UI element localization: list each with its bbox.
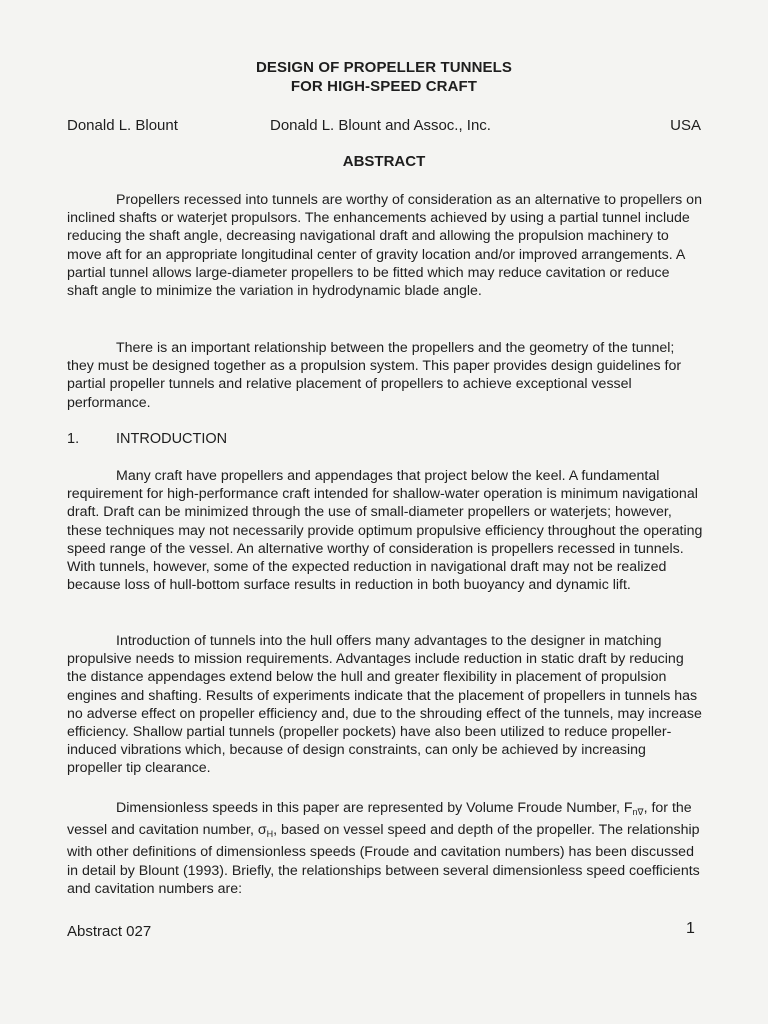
footer-abstract-id: Abstract 027	[67, 923, 152, 940]
introduction-paragraph-1: Many craft have propellers and appendages that project below the keel. A fundamental requirement for high-performance craft intended for shallow-water operation is minimum navigational draft. Draft can be minimized through the use of small-diameter propellers or waterjets; however, these techniques may not necessarily provide optimum propulsive efficiency throughout the operating speed range of the vessel. An alternative worthy of consideration is propellers recessed in tunnels. With tunnels, however, some of the expected reduction in navigational draft may not be realized because loss of hull-bottom surface results in reduction in both buoyancy and dynamic lift.	[67, 468, 703, 594]
froude-subscript: n∇	[632, 807, 644, 817]
title-line-1: DESIGN OF PROPELLER TUNNELS	[255, 59, 513, 76]
paper-title	[0, 58, 768, 96]
section-heading-introduction	[67, 430, 227, 448]
author-organization: Donald L. Blount and Assoc., Inc.	[270, 117, 491, 134]
para3-text-2: , for the vessel and cavitation number, σ	[67, 800, 692, 839]
sigma-subscript: H	[266, 829, 274, 840]
page-number: 1	[686, 920, 695, 937]
abstract-paragraph-1: Propellers recessed into tunnels are worthy of consideration as an alternative to propellers on inclined shafts or waterjet propulsors. The enhancements achieved by using a partial tunnel include reducing the shaft angle, decreasing navigational draft and allowing the propulsion machinery to move aft for an appropriate longitudinal center of gravity location and/or improved arrangements. A partial tunnel allows large-diameter propellers to be fitted which may reduce cavitation or reduce shaft angle to minimize the variation in hydrodynamic blade angle.	[67, 192, 702, 300]
abstract-heading: ABSTRACT	[342, 153, 426, 170]
section-title: INTRODUCTION	[116, 431, 228, 447]
introduction-paragraph-2: Introduction of tunnels into the hull offers many advantages to the designer in matching propulsive needs to mission requirements. Advantages include reduction in static draft by reducing the distance appendages extend below the hull and greater flexibility in placement of propulsion engines and shafting. Results of experiments indicate that the placement of propellers in tunnels has no adverse effect on propeller efficiency and, due to the shrouding effect of the tunnels, may increase efficiency. Shallow partial tunnels (propeller pockets) have also been utilized to reduce propeller-induced vibrations which, because of design constraints, can only be achieved by increasing propeller tip clearance.	[67, 633, 702, 777]
author-country: USA	[670, 117, 701, 134]
para3-text-1: Dimensionless speeds in this paper are represented by Volume Froude Number, F	[116, 800, 633, 816]
title-line-2: FOR HIGH-SPEED CRAFT	[290, 78, 478, 95]
para3-text-3: , based on vessel speed and depth of the propeller. The relationship with other definitions of dimensionless speeds (Froude and cavitation numbers) has been discussed in detail by Blount (1993). Briefly, the relationships between several dimensionless speed coefficients and cavitation numbers are:	[67, 822, 700, 897]
introduction-paragraph-3	[67, 799, 703, 898]
author-name: Donald L. Blount	[67, 117, 178, 134]
section-number: 1.	[67, 431, 80, 447]
abstract-paragraph-2: There is an important relationship between the propellers and the geometry of the tunnel; they must be designed together as a propulsion system. This paper provides design guidelines for partial propeller tunnels and relative placement of propellers to achieve exceptional vessel performance.	[67, 340, 682, 411]
